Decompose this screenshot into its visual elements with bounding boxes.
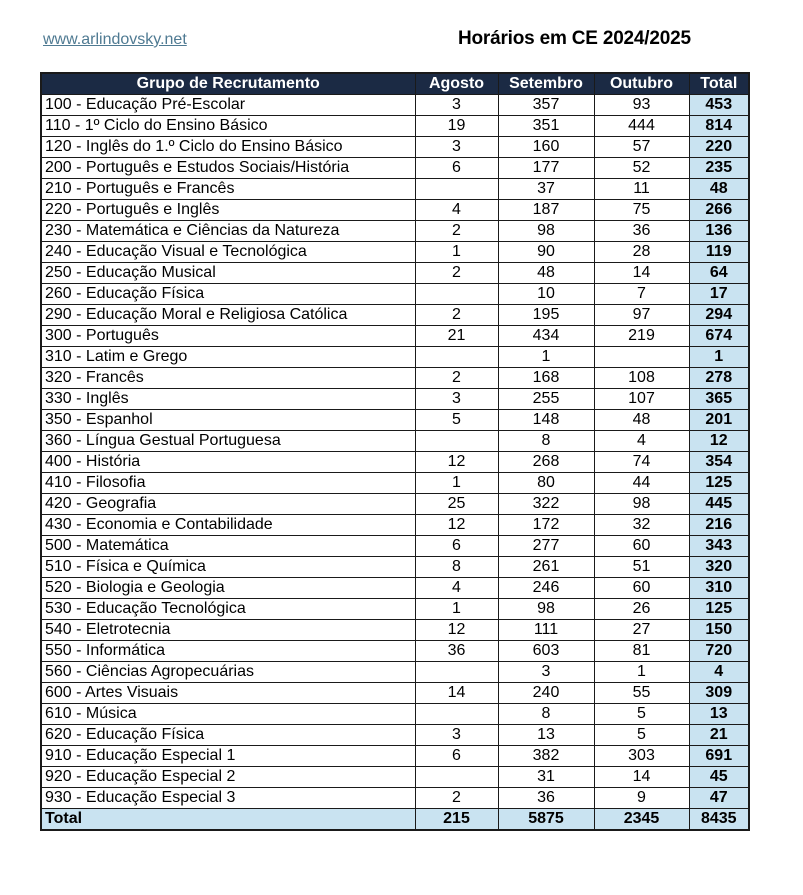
cell-outubro: 75 — [594, 200, 689, 221]
cell-grupo: 290 - Educação Moral e Religiosa Católica — [41, 305, 415, 326]
cell-grupo: 400 - História — [41, 452, 415, 473]
cell-total: 320 — [689, 557, 749, 578]
cell-grupo: 260 - Educação Física — [41, 284, 415, 305]
cell-grupo: 930 - Educação Especial 3 — [41, 788, 415, 809]
table-row — [41, 116, 749, 137]
cell-agosto: 3 — [415, 389, 498, 410]
cell-total: 266 — [689, 200, 749, 221]
cell-outubro: 14 — [594, 767, 689, 788]
schedule-table — [40, 72, 750, 831]
column-header-grupo: Grupo de Recrutamento — [41, 73, 415, 95]
cell-total: 310 — [689, 578, 749, 599]
cell-grupo: 310 - Latim e Grego — [41, 347, 415, 368]
cell-grupo: 240 - Educação Visual e Tecnológica — [41, 242, 415, 263]
cell-outubro: 51 — [594, 557, 689, 578]
cell-setembro: 240 — [498, 683, 594, 704]
table-row — [41, 137, 749, 158]
cell-total: 354 — [689, 452, 749, 473]
cell-setembro: 98 — [498, 599, 594, 620]
cell-setembro: 37 — [498, 179, 594, 200]
cell-grupo: 530 - Educação Tecnológica — [41, 599, 415, 620]
cell-agosto: 4 — [415, 200, 498, 221]
table-row — [41, 683, 749, 704]
cell-grupo: 360 - Língua Gestual Portuguesa — [41, 431, 415, 452]
cell-grupo: 410 - Filosofia — [41, 473, 415, 494]
cell-grupo: 110 - 1º Ciclo do Ensino Básico — [41, 116, 415, 137]
cell-setembro: 8 — [498, 704, 594, 725]
cell-total: 278 — [689, 368, 749, 389]
total-outubro: 2345 — [594, 809, 689, 831]
cell-outubro: 55 — [594, 683, 689, 704]
cell-agosto: 21 — [415, 326, 498, 347]
table-row — [41, 179, 749, 200]
cell-agosto: 2 — [415, 368, 498, 389]
cell-setembro: 80 — [498, 473, 594, 494]
cell-total: 12 — [689, 431, 749, 452]
table-row — [41, 620, 749, 641]
cell-total: 294 — [689, 305, 749, 326]
cell-outubro: 27 — [594, 620, 689, 641]
cell-agosto — [415, 284, 498, 305]
cell-outubro: 32 — [594, 515, 689, 536]
cell-grupo: 420 - Geografia — [41, 494, 415, 515]
cell-total: 365 — [689, 389, 749, 410]
cell-agosto: 36 — [415, 641, 498, 662]
cell-total: 235 — [689, 158, 749, 179]
table-row — [41, 410, 749, 431]
cell-grupo: 510 - Física e Química — [41, 557, 415, 578]
cell-outubro: 57 — [594, 137, 689, 158]
cell-outubro: 9 — [594, 788, 689, 809]
cell-agosto: 6 — [415, 158, 498, 179]
column-header-total: Total — [689, 73, 749, 95]
cell-agosto: 14 — [415, 683, 498, 704]
cell-outubro: 97 — [594, 305, 689, 326]
cell-outubro: 5 — [594, 704, 689, 725]
cell-total: 17 — [689, 284, 749, 305]
cell-grupo: 330 - Inglês — [41, 389, 415, 410]
cell-total: 125 — [689, 473, 749, 494]
cell-outubro: 48 — [594, 410, 689, 431]
cell-setembro: 195 — [498, 305, 594, 326]
cell-setembro: 3 — [498, 662, 594, 683]
cell-total: 445 — [689, 494, 749, 515]
total-total: 8435 — [689, 809, 749, 831]
total-label: Total — [41, 809, 415, 831]
cell-agosto: 4 — [415, 578, 498, 599]
cell-total: 136 — [689, 221, 749, 242]
table-row — [41, 389, 749, 410]
cell-outubro: 7 — [594, 284, 689, 305]
table-header-row — [41, 73, 749, 95]
cell-agosto: 12 — [415, 452, 498, 473]
cell-setembro: 246 — [498, 578, 594, 599]
cell-outubro: 108 — [594, 368, 689, 389]
cell-total: 691 — [689, 746, 749, 767]
cell-agosto — [415, 179, 498, 200]
site-link[interactable]: www.arlindovsky.net — [43, 31, 187, 48]
cell-total: 45 — [689, 767, 749, 788]
cell-setembro: 148 — [498, 410, 594, 431]
cell-agosto: 25 — [415, 494, 498, 515]
table-row — [41, 452, 749, 473]
cell-outubro — [594, 347, 689, 368]
cell-grupo: 100 - Educação Pré-Escolar — [41, 95, 415, 116]
cell-setembro: 36 — [498, 788, 594, 809]
page-title: Horários em CE 2024/2025 — [458, 28, 691, 49]
cell-total: 4 — [689, 662, 749, 683]
cell-setembro: 111 — [498, 620, 594, 641]
cell-total: 13 — [689, 704, 749, 725]
cell-setembro: 268 — [498, 452, 594, 473]
cell-outubro: 52 — [594, 158, 689, 179]
cell-outubro: 444 — [594, 116, 689, 137]
cell-setembro: 382 — [498, 746, 594, 767]
cell-grupo: 910 - Educação Especial 1 — [41, 746, 415, 767]
cell-outubro: 4 — [594, 431, 689, 452]
cell-outubro: 60 — [594, 536, 689, 557]
cell-agosto: 3 — [415, 725, 498, 746]
cell-agosto: 2 — [415, 788, 498, 809]
cell-agosto: 1 — [415, 599, 498, 620]
cell-grupo: 200 - Português e Estudos Sociais/História — [41, 158, 415, 179]
cell-grupo: 540 - Eletrotecnia — [41, 620, 415, 641]
table-row — [41, 788, 749, 809]
cell-outubro: 74 — [594, 452, 689, 473]
cell-setembro: 322 — [498, 494, 594, 515]
cell-grupo: 500 - Matemática — [41, 536, 415, 557]
table-row — [41, 284, 749, 305]
cell-agosto — [415, 704, 498, 725]
cell-grupo: 610 - Música — [41, 704, 415, 725]
cell-grupo: 550 - Informática — [41, 641, 415, 662]
cell-total: 720 — [689, 641, 749, 662]
cell-total: 674 — [689, 326, 749, 347]
table-row — [41, 557, 749, 578]
cell-outubro: 219 — [594, 326, 689, 347]
table-row — [41, 599, 749, 620]
cell-total: 216 — [689, 515, 749, 536]
table-row — [41, 158, 749, 179]
cell-agosto: 2 — [415, 305, 498, 326]
table-row — [41, 242, 749, 263]
cell-outubro: 303 — [594, 746, 689, 767]
cell-setembro: 277 — [498, 536, 594, 557]
cell-setembro: 261 — [498, 557, 594, 578]
cell-total: 1 — [689, 347, 749, 368]
cell-agosto — [415, 431, 498, 452]
cell-agosto: 5 — [415, 410, 498, 431]
cell-agosto: 1 — [415, 242, 498, 263]
cell-grupo: 220 - Português e Inglês — [41, 200, 415, 221]
cell-grupo: 620 - Educação Física — [41, 725, 415, 746]
cell-setembro: 172 — [498, 515, 594, 536]
cell-setembro: 187 — [498, 200, 594, 221]
cell-setembro: 10 — [498, 284, 594, 305]
cell-setembro: 48 — [498, 263, 594, 284]
cell-outubro: 93 — [594, 95, 689, 116]
cell-total: 48 — [689, 179, 749, 200]
total-setembro: 5875 — [498, 809, 594, 831]
cell-total: 201 — [689, 410, 749, 431]
cell-grupo: 300 - Português — [41, 326, 415, 347]
total-row — [41, 809, 749, 831]
cell-agosto: 3 — [415, 137, 498, 158]
cell-agosto: 2 — [415, 221, 498, 242]
cell-setembro: 168 — [498, 368, 594, 389]
cell-total: 814 — [689, 116, 749, 137]
cell-agosto — [415, 767, 498, 788]
cell-agosto: 19 — [415, 116, 498, 137]
table-row — [41, 767, 749, 788]
column-header-agosto: Agosto — [415, 73, 498, 95]
cell-grupo: 250 - Educação Musical — [41, 263, 415, 284]
table-row — [41, 704, 749, 725]
cell-total: 343 — [689, 536, 749, 557]
table-row — [41, 725, 749, 746]
cell-agosto: 12 — [415, 515, 498, 536]
cell-outubro: 107 — [594, 389, 689, 410]
cell-total: 64 — [689, 263, 749, 284]
cell-setembro: 177 — [498, 158, 594, 179]
cell-agosto: 2 — [415, 263, 498, 284]
table-row — [41, 536, 749, 557]
cell-grupo: 350 - Espanhol — [41, 410, 415, 431]
cell-agosto: 12 — [415, 620, 498, 641]
cell-grupo: 920 - Educação Especial 2 — [41, 767, 415, 788]
cell-outubro: 98 — [594, 494, 689, 515]
cell-setembro: 98 — [498, 221, 594, 242]
cell-setembro: 603 — [498, 641, 594, 662]
cell-grupo: 520 - Biologia e Geologia — [41, 578, 415, 599]
table-row — [41, 641, 749, 662]
table-row — [41, 347, 749, 368]
cell-setembro: 357 — [498, 95, 594, 116]
cell-total: 309 — [689, 683, 749, 704]
cell-outubro: 1 — [594, 662, 689, 683]
table-row — [41, 746, 749, 767]
cell-agosto — [415, 347, 498, 368]
cell-setembro: 13 — [498, 725, 594, 746]
cell-setembro: 255 — [498, 389, 594, 410]
cell-outubro: 26 — [594, 599, 689, 620]
column-header-outubro: Outubro — [594, 73, 689, 95]
table-row — [41, 494, 749, 515]
cell-agosto: 8 — [415, 557, 498, 578]
cell-total: 125 — [689, 599, 749, 620]
cell-total: 119 — [689, 242, 749, 263]
table-row — [41, 305, 749, 326]
cell-grupo: 210 - Português e Francês — [41, 179, 415, 200]
cell-outubro: 81 — [594, 641, 689, 662]
table-row — [41, 431, 749, 452]
cell-agosto — [415, 662, 498, 683]
cell-total: 220 — [689, 137, 749, 158]
table-row — [41, 263, 749, 284]
cell-total: 150 — [689, 620, 749, 641]
cell-agosto: 3 — [415, 95, 498, 116]
cell-grupo: 120 - Inglês do 1.º Ciclo do Ensino Básico — [41, 137, 415, 158]
table-row — [41, 95, 749, 116]
table-row — [41, 662, 749, 683]
cell-outubro: 60 — [594, 578, 689, 599]
cell-outubro: 28 — [594, 242, 689, 263]
cell-outubro: 11 — [594, 179, 689, 200]
cell-total: 21 — [689, 725, 749, 746]
cell-grupo: 600 - Artes Visuais — [41, 683, 415, 704]
cell-agosto: 6 — [415, 746, 498, 767]
table-row — [41, 473, 749, 494]
cell-outubro: 36 — [594, 221, 689, 242]
cell-grupo: 430 - Economia e Contabilidade — [41, 515, 415, 536]
total-agosto: 215 — [415, 809, 498, 831]
cell-setembro: 31 — [498, 767, 594, 788]
cell-grupo: 560 - Ciências Agropecuárias — [41, 662, 415, 683]
cell-setembro: 434 — [498, 326, 594, 347]
cell-agosto: 1 — [415, 473, 498, 494]
table-row — [41, 326, 749, 347]
table-row — [41, 515, 749, 536]
cell-total: 47 — [689, 788, 749, 809]
cell-outubro: 14 — [594, 263, 689, 284]
cell-grupo: 320 - Francês — [41, 368, 415, 389]
cell-setembro: 90 — [498, 242, 594, 263]
table-row — [41, 578, 749, 599]
cell-setembro: 351 — [498, 116, 594, 137]
cell-setembro: 8 — [498, 431, 594, 452]
table-row — [41, 221, 749, 242]
cell-outubro: 44 — [594, 473, 689, 494]
column-header-setembro: Setembro — [498, 73, 594, 95]
cell-agosto: 6 — [415, 536, 498, 557]
cell-total: 453 — [689, 95, 749, 116]
table-row — [41, 368, 749, 389]
cell-outubro: 5 — [594, 725, 689, 746]
cell-setembro: 160 — [498, 137, 594, 158]
cell-grupo: 230 - Matemática e Ciências da Natureza — [41, 221, 415, 242]
table-row — [41, 200, 749, 221]
cell-setembro: 1 — [498, 347, 594, 368]
